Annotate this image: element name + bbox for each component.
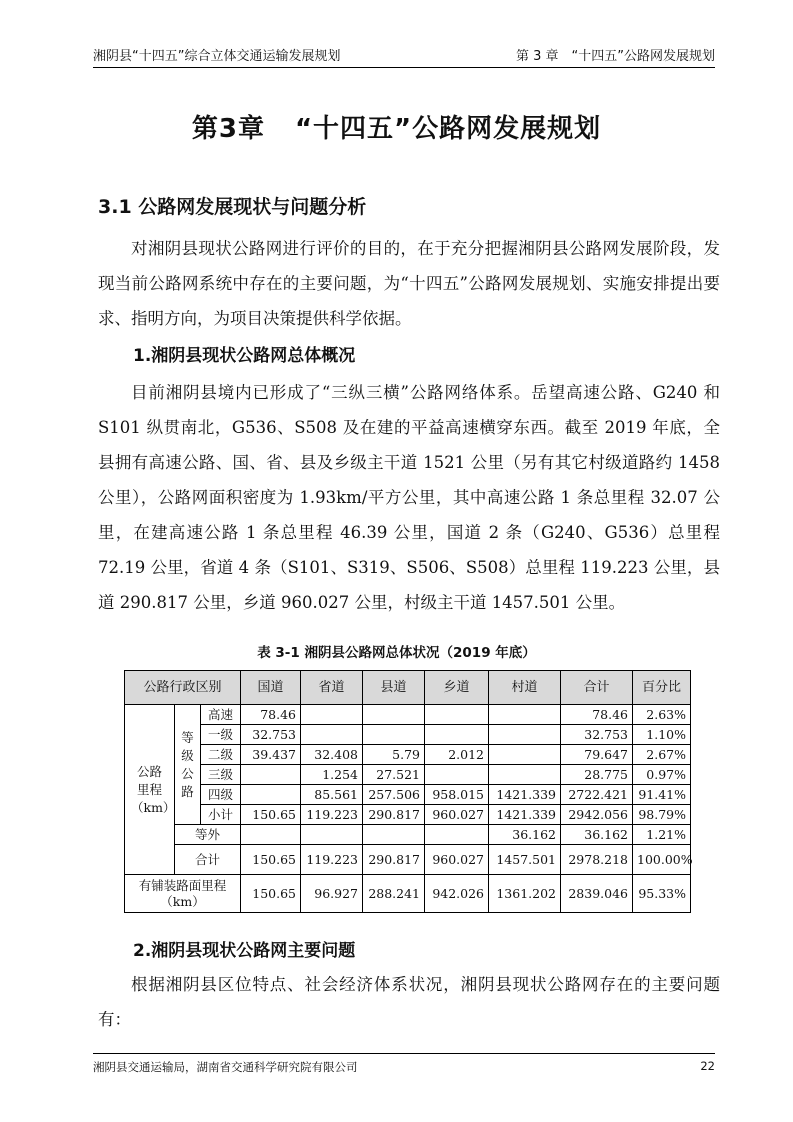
table-row: 四级 85.561 257.506 958.015 1421.339 2722.421 91.41%: [125, 785, 691, 805]
table-row: 公路里程（km） 等级公路 高速 78.46 78.46 2.63%: [125, 705, 691, 725]
chapter-number: 第3章: [191, 114, 265, 144]
header-cell: 公路行政区别: [125, 671, 241, 705]
table-row: 小计 150.65 119.223 290.817 960.027 1421.339 2942.056 98.79%: [125, 805, 691, 825]
table-row: 一级 32.753 32.753 1.10%: [125, 725, 691, 745]
row-label: 一级: [201, 725, 241, 745]
row-label: 等外: [175, 825, 241, 845]
road-network-table: [124, 670, 691, 913]
subsection-2-title: 2.湘阴县现状公路网主要问题: [133, 941, 356, 961]
footer-org: 湘阴县交通运输局，湖南省交通科学研究院有限公司: [93, 1060, 358, 1074]
subsection-1-title: 1.湘阴县现状公路网总体概况: [133, 346, 356, 366]
table-header-row: [125, 671, 691, 705]
chapter-title: [0, 108, 793, 145]
section-title: 3.1 公路网发展现状与问题分析: [98, 196, 367, 218]
header-left: 湘阴县“十四五”综合立体交通运输发展规划: [93, 49, 341, 64]
chapter-name: “十四五”公路网发展规划: [294, 114, 602, 144]
page-number: 22: [700, 1059, 715, 1073]
header-cell: 县道: [363, 671, 425, 705]
header-right: 第 3 章 “十四五”公路网发展规划: [515, 49, 715, 64]
problems-paragraph: 根据湘阴县区位特点、社会经济体系状况，湘阴县现状公路网存在的主要问题有：: [98, 975, 720, 1029]
table-row: 等外 36.162 36.162 1.21%: [125, 825, 691, 845]
table-caption: 表 3-1 湘阴县公路网总体状况（2019 年底）: [257, 645, 536, 661]
intro-paragraph: 对湘阴县现状公路网进行评价的目的，在于充分把握湘阴县公路网发展阶段，发现当前公路网系统中存在的主要问题，为“十四五”公路网发展规划、实施安排提出要求、指明方向，为项目决策提供科学依据。: [98, 239, 720, 328]
row-label: 小计: [201, 805, 241, 825]
running-footer: [93, 1053, 715, 1075]
row-label: 高速: [201, 705, 241, 725]
table-row: 合计 150.65 119.223 290.817 960.027 1457.501 2978.218 100.00%: [125, 845, 691, 875]
table-row: 三级 1.254 27.521 28.775 0.97%: [125, 765, 691, 785]
header-cell: 省道: [301, 671, 363, 705]
header-cell: 乡道: [425, 671, 489, 705]
header-cell: 国道: [241, 671, 301, 705]
row-label: 三级: [201, 765, 241, 785]
table-row: 有铺装路面里程（km） 150.65 96.927 288.241 942.026 1361.202 2839.046 95.33%: [125, 875, 691, 913]
header-cell: 村道: [489, 671, 561, 705]
row-label: 四级: [201, 785, 241, 805]
table-row: 二级 39.437 32.408 5.79 2.012 79.647 2.67%: [125, 745, 691, 765]
row-label: 二级: [201, 745, 241, 765]
overview-paragraph: 目前湘阴县境内已形成了“三纵三横”公路网络体系。岳望高速公路、G240 和 S101 纵贯南北，G536、S508 及在建的平益高速横穿东西。截至 2019 年底，全县拥有高速公路、国、省、县及乡级主干道 1521 公里（另有其它村级道路约 1458 公里），公路网面积密度为 1.93km/平方公里，其中高速公路 1 条总里程 32.07 公里，在建高速公路 1 条总里程 46.39 公里，国道 2 条（G240、G536）总里程 72.19 公里，省道 4 条（S101、S319、S506、S508）总里程 119.223 公里，县道 290.817 公里，乡道 960.027 公里，村级主干道 1457.501 公里。: [98, 383, 720, 612]
group-label: 公路里程（km）: [125, 705, 175, 875]
running-header: [93, 40, 715, 68]
row-label: 有铺装路面里程（km）: [125, 875, 241, 913]
header-cell: 合计: [561, 671, 633, 705]
header-cell: 百分比: [633, 671, 691, 705]
row-label: 合计: [175, 845, 241, 875]
grade-label: 等级公路: [175, 705, 201, 825]
